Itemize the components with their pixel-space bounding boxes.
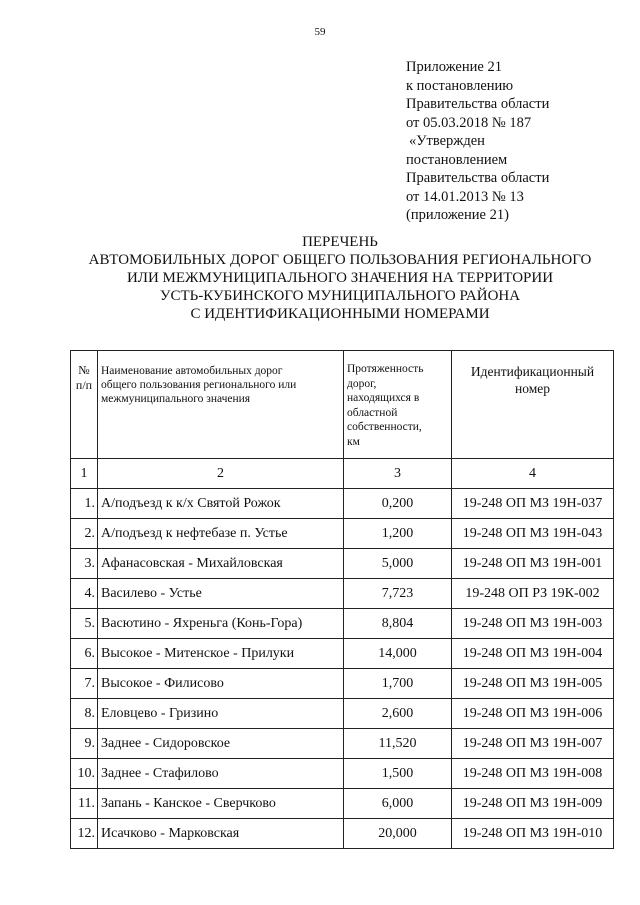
- road-name: Высокое - Филисово: [98, 669, 344, 699]
- header-length-line: дорог,: [347, 377, 377, 390]
- road-name: Заднее - Стафилово: [98, 759, 344, 789]
- row-number: 5.: [71, 609, 98, 639]
- table-row: [71, 549, 614, 579]
- road-length: 8,804: [344, 609, 452, 639]
- table-row: [71, 759, 614, 789]
- row-number: 11.: [71, 789, 98, 819]
- title-line: УСТЬ-КУБИНСКОГО МУНИЦИПАЛЬНОГО РАЙОНА: [159, 288, 521, 304]
- road-id-number: 19-248 ОП МЗ 19Н-004: [452, 639, 614, 669]
- roads-table: [70, 350, 614, 849]
- header-number-line: п/п: [75, 378, 93, 392]
- table-row: [71, 729, 614, 759]
- road-length: 7,723: [344, 579, 452, 609]
- road-length: 14,000: [344, 639, 452, 669]
- road-id-number: 19-248 ОП МЗ 19Н-008: [452, 759, 614, 789]
- row-number: 1.: [71, 489, 98, 519]
- road-name: Еловцево - Гризино: [98, 699, 344, 729]
- road-id-number: 19-248 ОП МЗ 19Н-007: [452, 729, 614, 759]
- appendix-line: к постановлению: [406, 77, 514, 94]
- column-index: 4: [452, 459, 614, 489]
- row-number: 6.: [71, 639, 98, 669]
- title-line: АВТОМОБИЛЬНЫХ ДОРОГ ОБЩЕГО ПОЛЬЗОВАНИЯ РЕГИОНАЛЬНОГО: [88, 252, 592, 268]
- header-name-line: общего пользования регионального или: [101, 379, 297, 391]
- column-index: 2: [98, 459, 344, 489]
- road-name: Васютино - Яхреньга (Конь-Гора): [98, 609, 344, 639]
- header-road-name: [98, 351, 344, 459]
- header-length-line: находящихся в: [347, 392, 420, 404]
- header-number: [71, 351, 98, 459]
- column-index: 1: [71, 459, 98, 489]
- appendix-line: от 05.03.2018 № 187: [406, 114, 532, 131]
- road-length: 6,000: [344, 789, 452, 819]
- header-length-line: собственности,: [347, 421, 422, 433]
- road-name: Василево - Устье: [98, 579, 344, 609]
- road-name: Афанасовская - Михайловская: [98, 549, 344, 579]
- road-length: 20,000: [344, 819, 452, 849]
- road-id-number: 19-248 ОП МЗ 19Н-005: [452, 669, 614, 699]
- appendix-line: от 14.01.2013 № 13: [406, 188, 524, 205]
- header-length: [344, 351, 452, 459]
- road-length: 1,700: [344, 669, 452, 699]
- header-id-line: номер: [514, 381, 550, 396]
- table-row: [71, 609, 614, 639]
- road-length: 5,000: [344, 549, 452, 579]
- column-index: 3: [344, 459, 452, 489]
- header-name-line: Наименование автомобильных дорог: [101, 365, 283, 377]
- table-body: [71, 489, 614, 849]
- row-number: 3.: [71, 549, 98, 579]
- road-id-number: 19-248 ОП МЗ 19Н-006: [452, 699, 614, 729]
- road-length: 11,520: [344, 729, 452, 759]
- road-id-number: 19-248 ОП МЗ 19Н-037: [452, 489, 614, 519]
- header-length-line: км: [347, 435, 360, 448]
- row-number: 4.: [71, 579, 98, 609]
- row-number: 12.: [71, 819, 98, 849]
- appendix-block: [406, 58, 626, 225]
- table-row: [71, 519, 614, 549]
- table-row: [71, 789, 614, 819]
- header-id-number: [452, 351, 614, 459]
- appendix-line: (приложение 21): [406, 207, 509, 223]
- table-row: [71, 669, 614, 699]
- appendix-line: Правительства области: [406, 96, 550, 112]
- road-name: Высокое - Митенское - Прилуки: [98, 639, 344, 669]
- row-number: 8.: [71, 699, 98, 729]
- page-number: 59: [314, 26, 326, 38]
- title-line: ПЕРЕЧЕНЬ: [302, 234, 378, 250]
- header-name-line: межмуниципального значения: [101, 393, 251, 405]
- table-row: [71, 699, 614, 729]
- row-number: 9.: [71, 729, 98, 759]
- road-length: 1,500: [344, 759, 452, 789]
- road-length: 2,600: [344, 699, 452, 729]
- road-id-number: 19-248 ОП РЗ 19К-002: [452, 579, 614, 609]
- row-number: 10.: [71, 759, 98, 789]
- row-number: 7.: [71, 669, 98, 699]
- title-line: ИЛИ МЕЖМУНИЦИПАЛЬНОГО ЗНАЧЕНИЯ НА ТЕРРИТОРИИ: [126, 270, 554, 286]
- appendix-line: постановлением: [406, 151, 508, 168]
- road-length: 1,200: [344, 519, 452, 549]
- road-name: А/подъезд к нефтебазе п. Устье: [98, 519, 344, 549]
- road-id-number: 19-248 ОП МЗ 19Н-043: [452, 519, 614, 549]
- road-name: А/подъезд к к/х Святой Рожок: [98, 489, 344, 519]
- header-length-line: Протяженность: [347, 363, 424, 375]
- header-id-line: Идентификационный: [470, 364, 595, 379]
- appendix-line: «Утвержден: [409, 133, 485, 149]
- road-length: 0,200: [344, 489, 452, 519]
- road-name: Заднее - Сидоровское: [98, 729, 344, 759]
- road-id-number: 19-248 ОП МЗ 19Н-010: [452, 819, 614, 849]
- header-number-line: №: [78, 363, 90, 377]
- title-line: С ИДЕНТИФИКАЦИОННЫМИ НОМЕРАМИ: [190, 306, 490, 322]
- road-name: Исачково - Марковская: [98, 819, 344, 849]
- road-id-number: 19-248 ОП МЗ 19Н-001: [452, 549, 614, 579]
- row-number: 2.: [71, 519, 98, 549]
- table-row: [71, 819, 614, 849]
- road-id-number: 19-248 ОП МЗ 19Н-003: [452, 609, 614, 639]
- table-row: [71, 579, 614, 609]
- road-name: Запань - Канское - Сверчково: [98, 789, 344, 819]
- appendix-line: Приложение 21: [406, 59, 502, 75]
- document-title: [40, 233, 640, 323]
- table-row: [71, 489, 614, 519]
- road-id-number: 19-248 ОП МЗ 19Н-009: [452, 789, 614, 819]
- column-index-row: [71, 459, 614, 489]
- table-header-row: [71, 351, 614, 459]
- header-length-line: областной: [347, 406, 398, 419]
- appendix-line: Правительства области: [406, 170, 550, 186]
- table-row: [71, 639, 614, 669]
